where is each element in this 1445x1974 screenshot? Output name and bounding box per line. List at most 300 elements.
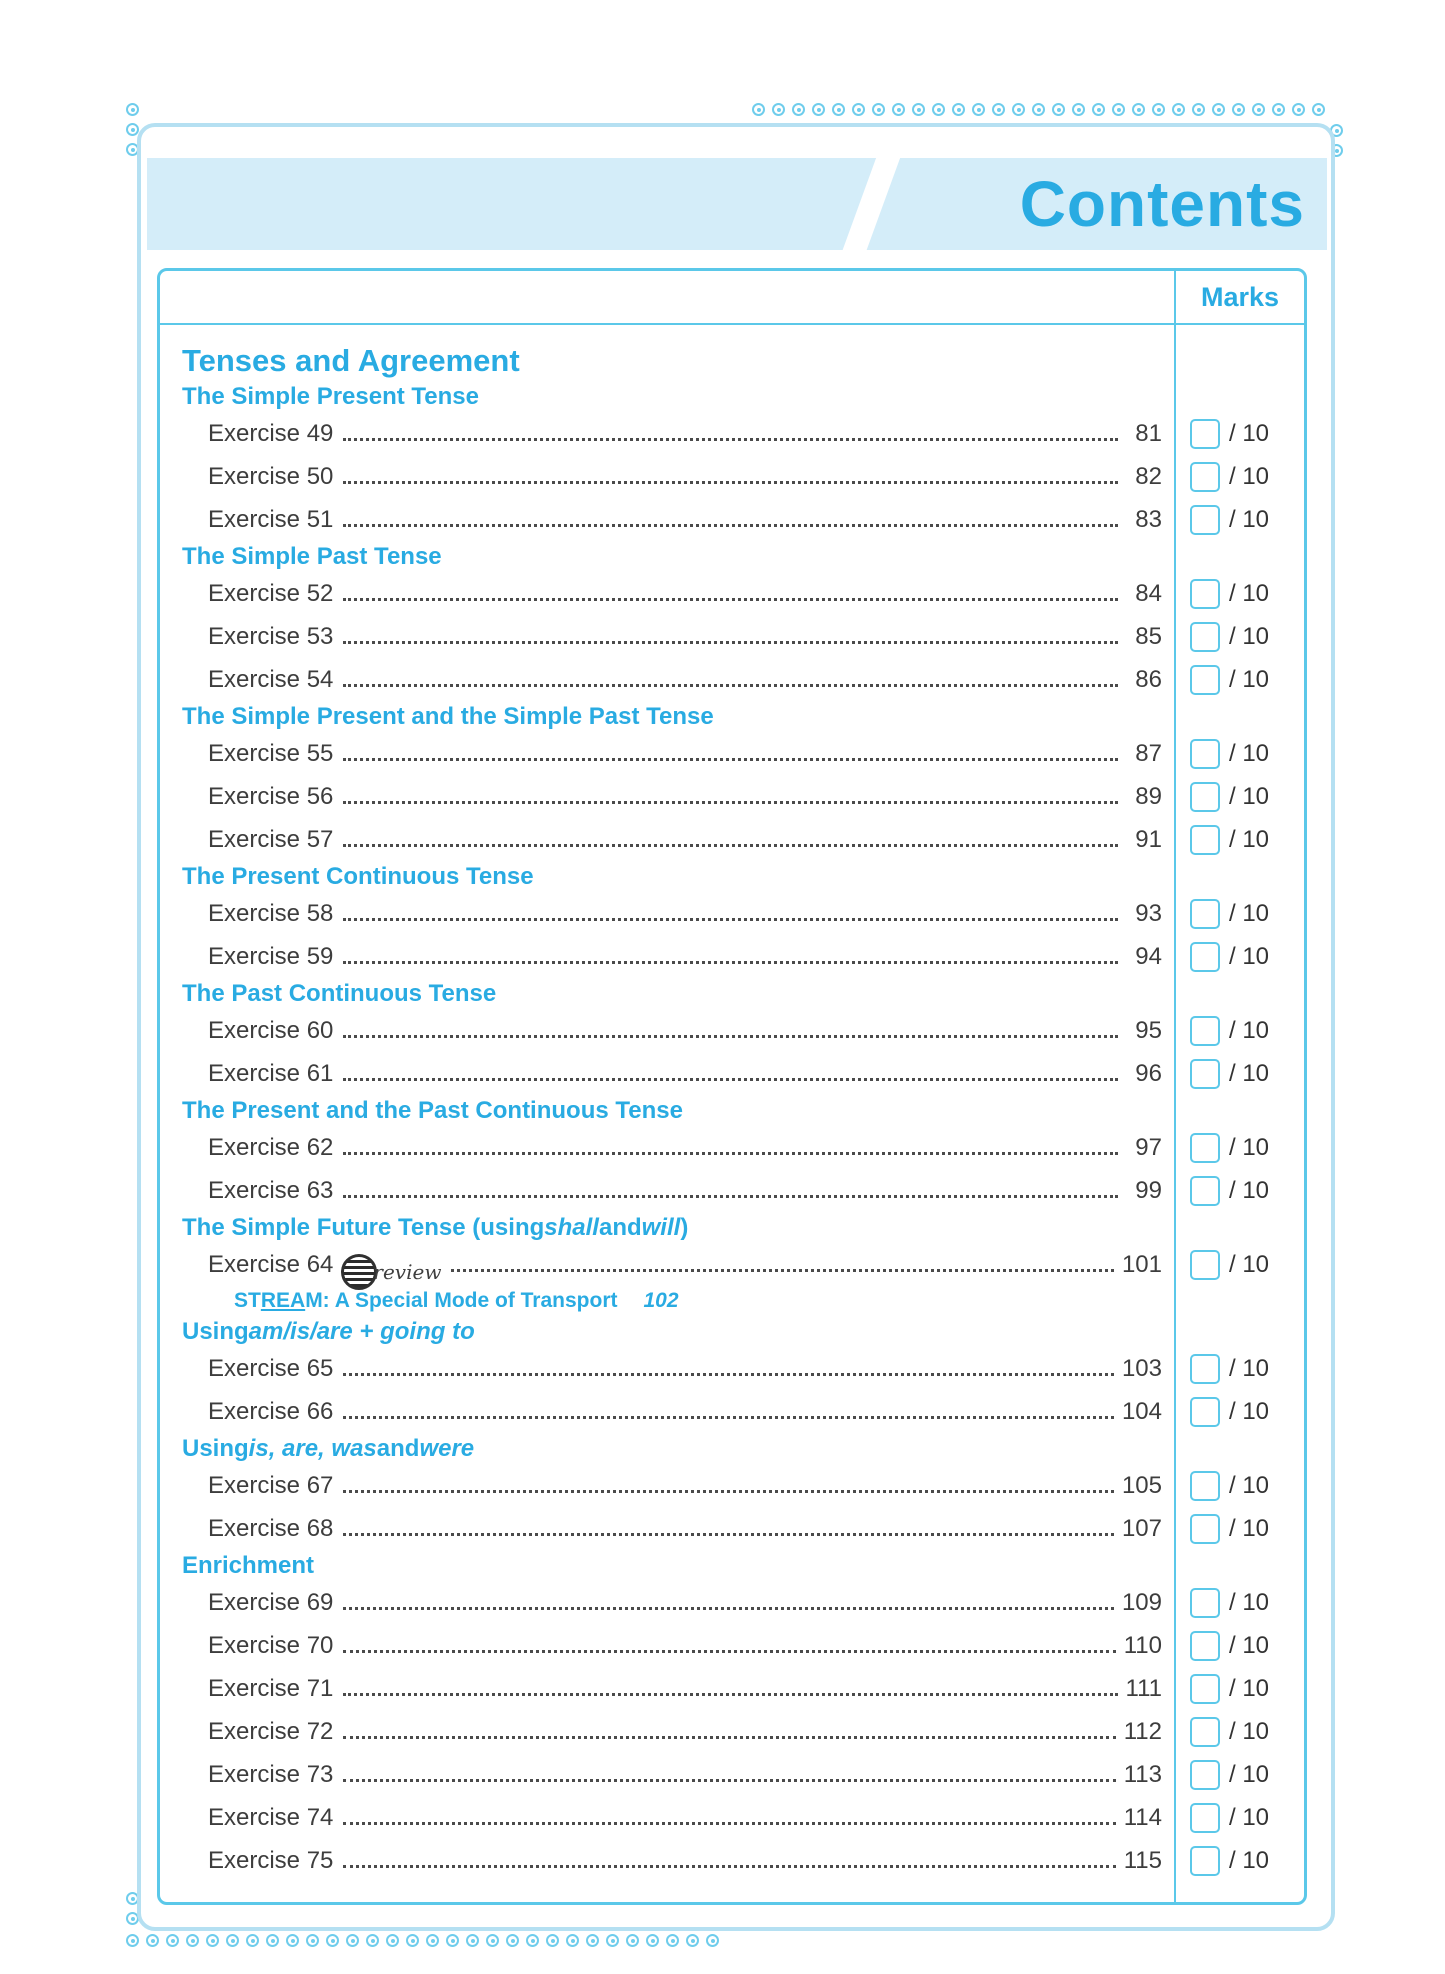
dotted-leader xyxy=(343,641,1118,644)
marks-box xyxy=(1190,1397,1220,1427)
marks-box xyxy=(1190,1471,1220,1501)
marks-denominator: / 10 xyxy=(1229,505,1270,533)
marks-box xyxy=(1190,782,1220,812)
exercise-label: Exercise 65 xyxy=(208,1354,334,1382)
exercise-label: Exercise 53 xyxy=(208,622,334,650)
dotted-leader xyxy=(343,1693,1117,1696)
dot-icon xyxy=(206,1934,219,1947)
exercise-label: Exercise 58 xyxy=(208,899,334,927)
section-heading xyxy=(182,341,1304,381)
marks-box xyxy=(1190,1760,1220,1790)
marks-box xyxy=(1190,1674,1220,1704)
marks-cell xyxy=(1176,1250,1304,1280)
marks-cell xyxy=(1176,665,1304,695)
toc-exercise-row xyxy=(182,412,1304,455)
dotted-leader xyxy=(343,1736,1115,1739)
exercise-label: Exercise 75 xyxy=(208,1846,334,1874)
marks-denominator: / 10 xyxy=(1229,942,1270,970)
marks-cell xyxy=(1176,1717,1304,1747)
exercise-entry xyxy=(182,666,1176,694)
marks-cell xyxy=(1176,1846,1304,1876)
heading-text-segment: The Past Continuous Tense xyxy=(182,979,497,1007)
marks-denominator: / 10 xyxy=(1229,1760,1270,1788)
title-banner xyxy=(147,158,1327,250)
page-title: Contents xyxy=(1019,168,1305,240)
dot-icon xyxy=(666,1934,679,1947)
marks-box xyxy=(1190,899,1220,929)
special-entry xyxy=(182,1289,1176,1313)
page-number: 86 xyxy=(1135,665,1162,693)
heading-text-segment: Enrichment xyxy=(182,1551,315,1579)
exercise-entry xyxy=(182,1718,1176,1746)
toc-special-row xyxy=(182,1286,1304,1316)
exercise-label: Exercise 56 xyxy=(208,782,334,810)
dot-icon xyxy=(1012,103,1025,116)
marks-cell xyxy=(1176,1354,1304,1384)
marks-denominator: / 10 xyxy=(1229,1059,1270,1087)
toc-exercise-row xyxy=(182,1839,1304,1882)
toc-exercise-row xyxy=(182,1243,1304,1286)
dot-icon xyxy=(506,1934,519,1947)
page-number: 111 xyxy=(1125,1674,1162,1702)
page-number: 112 xyxy=(1123,1717,1162,1745)
dot-icon xyxy=(1152,103,1165,116)
marks-box xyxy=(1190,825,1220,855)
heading-text-segment: will xyxy=(641,1213,681,1241)
heading-text-segment: ) xyxy=(680,1213,689,1241)
marks-denominator: / 10 xyxy=(1229,1514,1270,1542)
marks-denominator: / 10 xyxy=(1229,1354,1270,1382)
marks-denominator: / 10 xyxy=(1229,825,1270,853)
dotted-leader xyxy=(343,1490,1114,1493)
page-number: 83 xyxy=(1135,505,1162,533)
dot-icon xyxy=(446,1934,459,1947)
dotted-leader xyxy=(343,801,1118,804)
marks-box xyxy=(1190,505,1220,535)
marks-box xyxy=(1190,1588,1220,1618)
dot-icon xyxy=(426,1934,439,1947)
toc-exercise-row xyxy=(182,1624,1304,1667)
dot-icon xyxy=(606,1934,619,1947)
dotted-leader xyxy=(343,961,1118,964)
marks-cell xyxy=(1176,1397,1304,1427)
dot-icon xyxy=(326,1934,339,1947)
dot-icon xyxy=(1232,103,1245,116)
marks-box xyxy=(1190,579,1220,609)
heading-text-segment: The Simple Future Tense (using xyxy=(182,1213,545,1241)
toc-exercise-row xyxy=(182,1710,1304,1753)
subsection-heading xyxy=(182,978,1304,1009)
exercise-entry xyxy=(182,1632,1176,1660)
marks-box xyxy=(1190,739,1220,769)
contents-table xyxy=(157,268,1307,1905)
heading-text-segment: and xyxy=(598,1213,642,1241)
heading-text-segment: The Present Continuous Tense xyxy=(182,862,534,890)
dot-icon xyxy=(872,103,885,116)
dot-icon xyxy=(772,103,785,116)
page-number: 107 xyxy=(1121,1514,1162,1542)
toc-exercise-row xyxy=(182,818,1304,861)
dot-icon xyxy=(892,103,905,116)
marks-cell xyxy=(1176,1059,1304,1089)
marks-box xyxy=(1190,1717,1220,1747)
dot-icon xyxy=(526,1934,539,1947)
dot-icon xyxy=(266,1934,279,1947)
dotted-leader xyxy=(343,1035,1118,1038)
dot-icon xyxy=(1272,103,1285,116)
toc-exercise-row xyxy=(182,1009,1304,1052)
exercise-label: Exercise 69 xyxy=(208,1588,334,1616)
dot-icon xyxy=(646,1934,659,1947)
marks-box xyxy=(1190,1354,1220,1384)
marks-denominator: / 10 xyxy=(1229,1803,1270,1831)
toc-exercise-row xyxy=(182,1464,1304,1507)
dot-icon xyxy=(832,103,845,116)
exercise-entry xyxy=(182,1804,1176,1832)
marks-box xyxy=(1190,1250,1220,1280)
toc-exercise-row xyxy=(182,1753,1304,1796)
exercise-entry xyxy=(182,1060,1176,1088)
exercise-label: Exercise 73 xyxy=(208,1760,334,1788)
banner-slash-decoration xyxy=(839,158,903,250)
dot-icon xyxy=(386,1934,399,1947)
exercise-label: Exercise 51 xyxy=(208,505,334,533)
exercise-label: Exercise 61 xyxy=(208,1059,334,1087)
dotted-leader xyxy=(343,844,1118,847)
dot-icon xyxy=(346,1934,359,1947)
heading-text-segment: Using xyxy=(182,1434,249,1462)
exercise-entry xyxy=(182,420,1176,448)
exercise-label: Exercise 74 xyxy=(208,1803,334,1831)
page-number: 95 xyxy=(1135,1016,1162,1044)
dot-icon xyxy=(1252,103,1265,116)
marks-box xyxy=(1190,665,1220,695)
exercise-label: Exercise 62 xyxy=(208,1133,334,1161)
page-number: 105 xyxy=(1121,1471,1162,1499)
dot-icon xyxy=(992,103,1005,116)
dot-icon xyxy=(1092,103,1105,116)
subsection-heading xyxy=(182,861,1304,892)
exercise-entry xyxy=(182,506,1176,534)
toc-exercise-row xyxy=(182,1796,1304,1839)
heading-text-segment: REA xyxy=(260,1289,306,1312)
marks-cell xyxy=(1176,1133,1304,1163)
page-number: 115 xyxy=(1123,1846,1162,1874)
marks-denominator: / 10 xyxy=(1229,622,1270,650)
exercise-label: Exercise 59 xyxy=(208,942,334,970)
decorative-dots-top xyxy=(752,103,1325,116)
dot-icon xyxy=(852,103,865,116)
page-number: 113 xyxy=(1123,1760,1162,1788)
exercise-label: Exercise 57 xyxy=(208,825,334,853)
marks-box xyxy=(1190,419,1220,449)
dot-icon xyxy=(546,1934,559,1947)
marks-denominator: / 10 xyxy=(1229,419,1270,447)
dot-icon xyxy=(686,1934,699,1947)
subsection-heading xyxy=(182,1095,1304,1126)
marks-cell xyxy=(1176,1803,1304,1833)
dot-icon xyxy=(126,1934,139,1947)
heading-text-segment: were xyxy=(419,1434,475,1462)
exercise-entry xyxy=(182,1761,1176,1789)
page-number: 97 xyxy=(1135,1133,1162,1161)
toc-exercise-row xyxy=(182,935,1304,978)
exercise-entry xyxy=(182,1247,1176,1283)
heading-text-segment: Tenses and Agreement xyxy=(182,343,520,378)
dot-icon xyxy=(706,1934,719,1947)
dot-icon xyxy=(306,1934,319,1947)
toc-exercise-row xyxy=(182,572,1304,615)
dot-icon xyxy=(1312,103,1325,116)
page-number: 85 xyxy=(1135,622,1162,650)
marks-denominator: / 10 xyxy=(1229,739,1270,767)
decorative-dots-bottom xyxy=(126,1934,719,1947)
marks-box xyxy=(1190,1631,1220,1661)
dotted-leader xyxy=(343,481,1118,484)
stamp-text: review xyxy=(373,1259,442,1284)
marks-denominator: / 10 xyxy=(1229,462,1270,490)
exercise-entry xyxy=(182,1134,1176,1162)
exercise-entry xyxy=(182,900,1176,928)
marks-denominator: / 10 xyxy=(1229,579,1270,607)
marks-cell xyxy=(1176,825,1304,855)
dot-icon xyxy=(752,103,765,116)
marks-cell xyxy=(1176,622,1304,652)
marks-box xyxy=(1190,1803,1220,1833)
heading-text-segment: is, are, was xyxy=(248,1434,377,1462)
toc-exercise-row xyxy=(182,892,1304,935)
marks-box xyxy=(1190,462,1220,492)
marks-cell xyxy=(1176,1176,1304,1206)
exercise-entry xyxy=(182,1398,1176,1426)
dotted-leader xyxy=(343,1822,1115,1825)
marks-denominator: / 10 xyxy=(1229,1397,1270,1425)
dot-icon xyxy=(466,1934,479,1947)
dot-icon xyxy=(1132,103,1145,116)
dot-icon xyxy=(792,103,805,116)
page-number: 94 xyxy=(1135,942,1162,970)
page-number: 89 xyxy=(1135,782,1162,810)
toc-exercise-row xyxy=(182,498,1304,541)
marks-denominator: / 10 xyxy=(1229,1846,1270,1874)
marks-cell xyxy=(1176,899,1304,929)
toc-exercise-row xyxy=(182,1667,1304,1710)
dot-icon xyxy=(1192,103,1205,116)
exercise-entry xyxy=(182,1177,1176,1205)
exercise-entry xyxy=(182,623,1176,651)
dotted-leader xyxy=(343,758,1118,761)
dotted-leader xyxy=(343,1650,1115,1653)
exercise-label: Exercise 54 xyxy=(208,665,334,693)
toc-exercise-row xyxy=(182,615,1304,658)
exercise-entry xyxy=(182,740,1176,768)
exercise-entry xyxy=(182,1472,1176,1500)
dotted-leader xyxy=(343,684,1118,687)
dot-icon xyxy=(366,1934,379,1947)
exercise-label: Exercise 66 xyxy=(208,1397,334,1425)
exercise-label: Exercise 52 xyxy=(208,579,334,607)
marks-box xyxy=(1190,1016,1220,1046)
dot-icon xyxy=(226,1934,239,1947)
toc-exercise-row xyxy=(182,658,1304,701)
subsection-heading xyxy=(182,1433,1304,1464)
marks-cell xyxy=(1176,505,1304,535)
dotted-leader xyxy=(343,1195,1118,1198)
exercise-entry xyxy=(182,1355,1176,1383)
dot-icon xyxy=(952,103,965,116)
marks-denominator: / 10 xyxy=(1229,1471,1270,1499)
dotted-leader xyxy=(343,1865,1115,1868)
page-number: 84 xyxy=(1135,579,1162,607)
page-number: 110 xyxy=(1123,1631,1162,1659)
exercise-entry xyxy=(182,463,1176,491)
marks-column-header: Marks xyxy=(1200,281,1280,312)
marks-cell xyxy=(1176,1631,1304,1661)
marks-cell xyxy=(1176,419,1304,449)
marks-denominator: / 10 xyxy=(1229,1717,1270,1745)
exercise-entry xyxy=(182,1515,1176,1543)
exercise-entry xyxy=(182,783,1176,811)
heading-text-segment: M: A Special Mode of Transport xyxy=(305,1289,618,1312)
subsection-heading xyxy=(182,1316,1304,1347)
stamp-logo-icon xyxy=(341,1254,377,1290)
subsection-heading xyxy=(182,1212,1304,1243)
heading-text-segment: The Present and the Past Continuous Tense xyxy=(182,1096,683,1124)
exercise-label: Exercise 71 xyxy=(208,1674,334,1702)
marks-box xyxy=(1190,1514,1220,1544)
dotted-leader xyxy=(451,1269,1114,1272)
dot-icon xyxy=(406,1934,419,1947)
dot-icon xyxy=(1212,103,1225,116)
dot-icon xyxy=(1172,103,1185,116)
dot-icon xyxy=(126,103,139,116)
heading-text-segment: and xyxy=(376,1434,420,1462)
heading-text-segment: Using xyxy=(182,1317,249,1345)
toc-exercise-row xyxy=(182,1126,1304,1169)
subsection-heading xyxy=(182,381,1304,412)
dot-icon xyxy=(812,103,825,116)
dotted-leader xyxy=(343,438,1118,441)
dot-icon xyxy=(626,1934,639,1947)
marks-box xyxy=(1190,1133,1220,1163)
subsection-heading xyxy=(182,701,1304,732)
exercise-label: Exercise 63 xyxy=(208,1176,334,1204)
dotted-leader xyxy=(343,1152,1118,1155)
exercise-entry xyxy=(182,943,1176,971)
marks-denominator: / 10 xyxy=(1229,1588,1270,1616)
exercise-label: Exercise 64 xyxy=(208,1250,334,1278)
exercise-label: Exercise 72 xyxy=(208,1717,334,1745)
marks-cell xyxy=(1176,1471,1304,1501)
dot-icon xyxy=(1032,103,1045,116)
exercise-entry xyxy=(182,580,1176,608)
heading-text-segment: ST xyxy=(234,1289,261,1312)
page-number: 109 xyxy=(1121,1588,1162,1616)
marks-box xyxy=(1190,942,1220,972)
heading-text-segment: shall xyxy=(544,1213,599,1241)
exercise-label: Exercise 70 xyxy=(208,1631,334,1659)
toc-exercise-row xyxy=(182,732,1304,775)
toc-exercise-row xyxy=(182,1390,1304,1433)
toc-exercise-row xyxy=(182,775,1304,818)
toc-exercise-row xyxy=(182,1347,1304,1390)
exercise-entry xyxy=(182,1847,1176,1875)
dotted-leader xyxy=(343,598,1118,601)
marks-denominator: / 10 xyxy=(1229,665,1270,693)
dot-icon xyxy=(566,1934,579,1947)
exercise-entry xyxy=(182,1017,1176,1045)
dot-icon xyxy=(1292,103,1305,116)
heading-text-segment: The Simple Past Tense xyxy=(182,542,442,570)
page-number: 101 xyxy=(1121,1250,1162,1278)
subsection-heading xyxy=(182,541,1304,572)
page-number: 114 xyxy=(1123,1803,1162,1831)
page-number: 82 xyxy=(1135,462,1162,490)
exercise-label: Exercise 60 xyxy=(208,1016,334,1044)
marks-cell xyxy=(1176,782,1304,812)
dot-icon xyxy=(972,103,985,116)
marks-cell xyxy=(1176,1588,1304,1618)
marks-cell xyxy=(1176,1674,1304,1704)
marks-denominator: / 10 xyxy=(1229,1674,1270,1702)
page-number: 91 xyxy=(1135,825,1162,853)
dot-icon xyxy=(932,103,945,116)
heading-text-segment: The Simple Present Tense xyxy=(182,382,479,410)
special-page-number: 102 xyxy=(643,1289,679,1312)
marks-denominator: / 10 xyxy=(1229,899,1270,927)
page-number: 104 xyxy=(1121,1397,1162,1425)
preview-stamp xyxy=(341,1254,441,1290)
toc-body xyxy=(160,325,1304,1902)
dotted-leader xyxy=(343,1373,1114,1376)
dotted-leader xyxy=(343,1533,1114,1536)
marks-denominator: / 10 xyxy=(1229,1016,1270,1044)
marks-denominator: / 10 xyxy=(1229,1133,1270,1161)
page-number: 99 xyxy=(1135,1176,1162,1204)
exercise-label: Exercise 50 xyxy=(208,462,334,490)
exercise-entry xyxy=(182,1675,1176,1703)
heading-text-segment: am/is/are + going to xyxy=(248,1317,475,1345)
dot-icon xyxy=(486,1934,499,1947)
page-number: 87 xyxy=(1135,739,1162,767)
exercise-label: Exercise 67 xyxy=(208,1471,334,1499)
dotted-leader xyxy=(343,1779,1115,1782)
subsection-heading xyxy=(182,1550,1304,1581)
marks-box xyxy=(1190,622,1220,652)
dot-icon xyxy=(1112,103,1125,116)
dot-icon xyxy=(286,1934,299,1947)
dot-icon xyxy=(1052,103,1065,116)
marks-cell xyxy=(1176,1016,1304,1046)
page-number: 103 xyxy=(1121,1354,1162,1382)
marks-box xyxy=(1190,1059,1220,1089)
heading-text-segment: The Simple Present and the Simple Past Tense xyxy=(182,702,714,730)
dotted-leader xyxy=(343,1078,1118,1081)
page-number: 96 xyxy=(1135,1059,1162,1087)
marks-denominator: / 10 xyxy=(1229,1631,1270,1659)
marks-box xyxy=(1190,1846,1220,1876)
marks-cell xyxy=(1176,942,1304,972)
exercise-entry xyxy=(182,826,1176,854)
dotted-leader xyxy=(343,1416,1114,1419)
marks-denominator: / 10 xyxy=(1229,1250,1270,1278)
page-number: 81 xyxy=(1135,419,1162,447)
toc-exercise-row xyxy=(182,1169,1304,1212)
marks-cell xyxy=(1176,739,1304,769)
dotted-leader xyxy=(343,524,1118,527)
dot-icon xyxy=(146,1934,159,1947)
exercise-label: Exercise 68 xyxy=(208,1514,334,1542)
